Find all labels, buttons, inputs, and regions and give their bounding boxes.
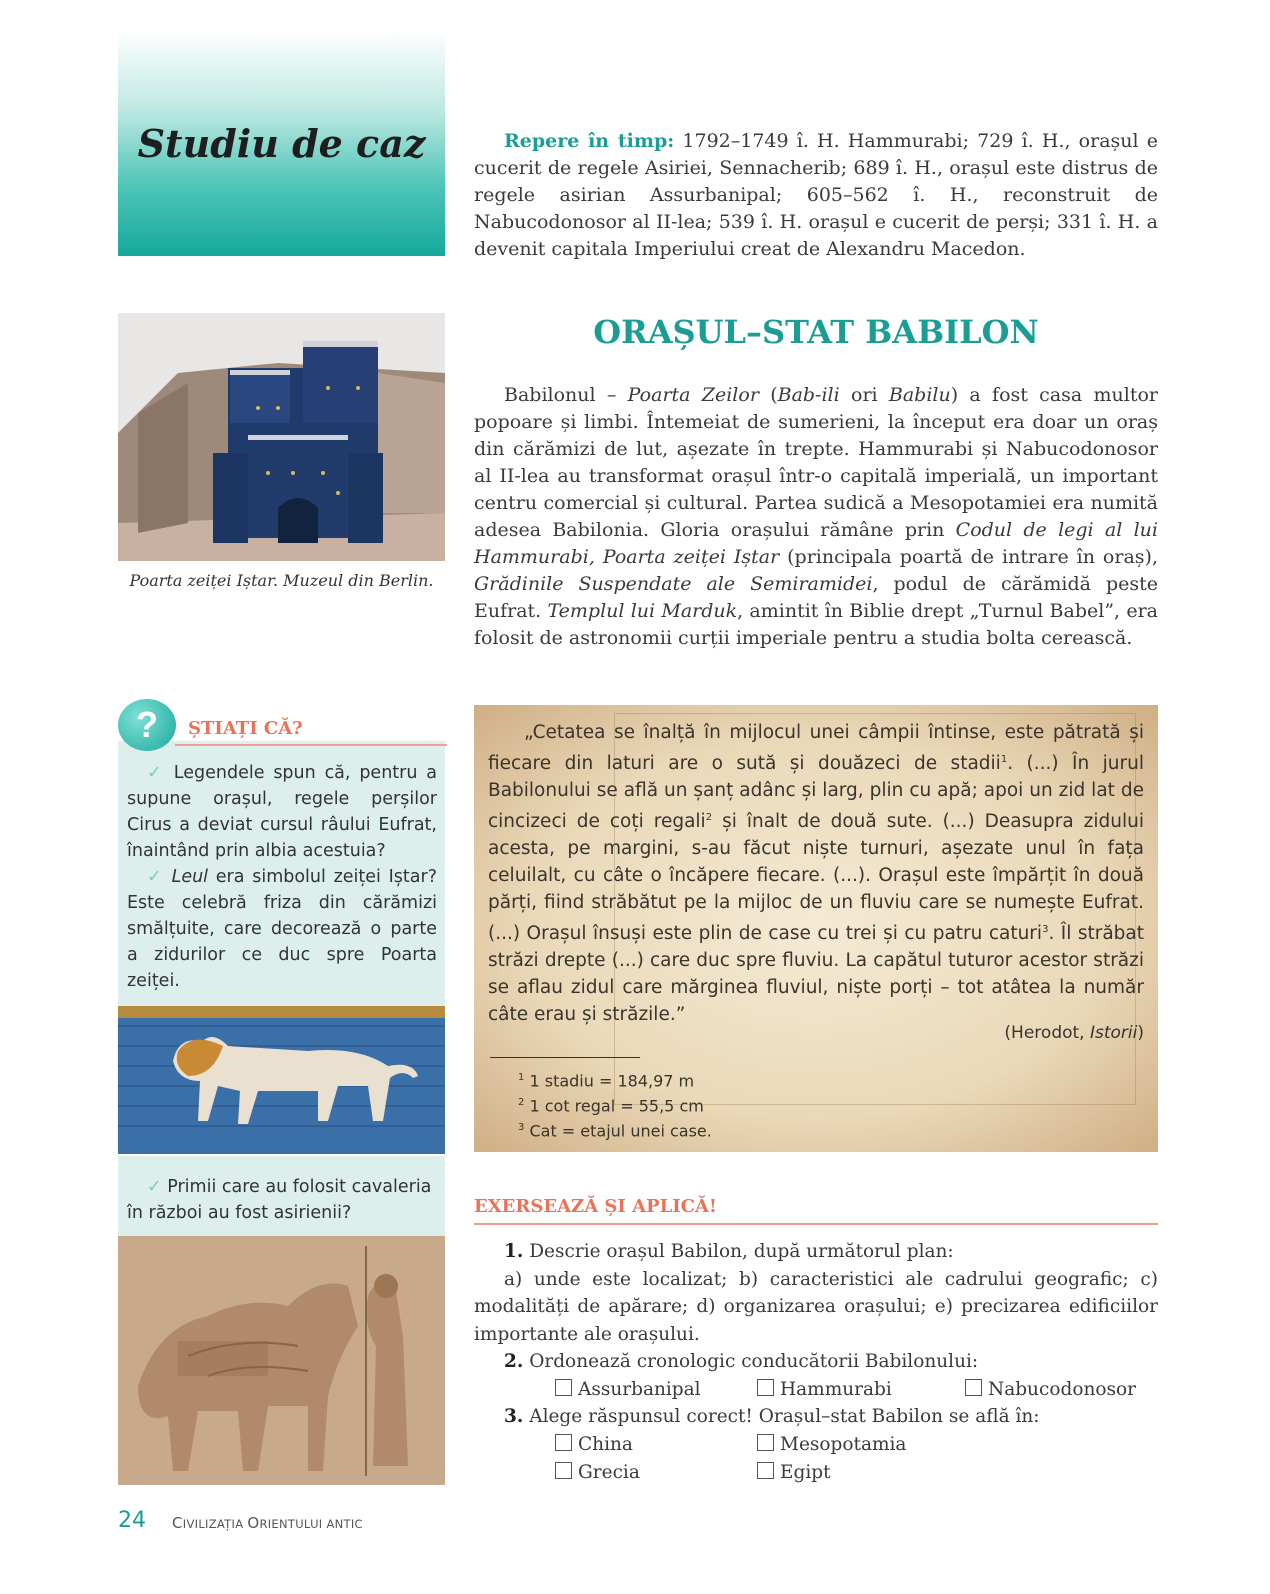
footnote-number: 2: [518, 1097, 525, 1108]
quote-run: . (...) În jurul Babilonului se află un șanț adânc și larg, plin cu apă; apoi un zid lat de cincizeci de coți regali: [488, 753, 1144, 833]
exercise-number: 2.: [504, 1351, 524, 1372]
exercise-3-prompt: [474, 1403, 1158, 1431]
footnote-text: 1 cot regal = 55,5 cm: [524, 1096, 704, 1116]
title-run: O: [247, 1514, 260, 1532]
text-run-italic: Grădinile Suspendate ale Semiramidei: [474, 573, 873, 595]
option-label: Grecia: [578, 1462, 640, 1483]
babylon-description: [474, 382, 1158, 652]
option-grecia[interactable]: [555, 1459, 640, 1487]
checkbox[interactable]: [555, 1462, 572, 1479]
text-run: , podul de cărămidă peste Eufrat.: [474, 573, 1158, 622]
option-hammurabi[interactable]: [757, 1376, 892, 1404]
option-egipt[interactable]: [757, 1459, 831, 1487]
herodotus-quote: [488, 719, 1144, 1028]
item-text: Primii care au folosit cavaleria în război au fost asirienii?: [127, 1177, 432, 1223]
option-mesopotamia[interactable]: [757, 1431, 906, 1459]
checkbox[interactable]: [965, 1379, 982, 1396]
option-nabucodonosor[interactable]: [965, 1376, 1136, 1404]
text-run: Babilonul –: [504, 384, 628, 406]
quote-run: „Cetatea se înalță în mijlocul unei câmpii întinse, este pătrată și fiecare din laturi are o sută și douăzeci de stadii: [488, 722, 1144, 775]
timeline-label: Repere în timp:: [504, 130, 675, 152]
exercise-1-prompt: [474, 1238, 1158, 1266]
case-study-title: Studiu de caz: [137, 121, 426, 166]
did-you-know-items: [127, 760, 437, 994]
exercise-text: Ordonează cronologic conducătorii Babilonului:: [523, 1351, 979, 1372]
exercises-divider: [474, 1223, 1158, 1225]
question-bubble-icon: ?: [118, 699, 176, 751]
case-study-header-box: [118, 29, 445, 256]
option-china[interactable]: [555, 1431, 633, 1459]
title-run: IVILIZAȚIA: [182, 1517, 248, 1531]
item-text-italic: Leul: [171, 867, 209, 887]
check-icon: ✓: [147, 867, 164, 887]
lion-frieze-illustration: [118, 1006, 445, 1154]
text-run-italic: Templul lui Marduk: [547, 600, 738, 622]
exercise-1: [474, 1238, 1158, 1348]
footnote-ref: 3: [1042, 924, 1049, 936]
lion-frieze-photo: [118, 1006, 445, 1154]
check-icon: ✓: [147, 763, 165, 783]
title-run: ANTIC: [326, 1517, 363, 1531]
exercise-number: 3.: [504, 1406, 524, 1427]
footnote-number: 1: [518, 1072, 525, 1083]
option-assurbanipal[interactable]: [555, 1376, 701, 1404]
quote-source: [1004, 1023, 1144, 1043]
option-label: Egipt: [780, 1462, 831, 1483]
did-you-know-title: ȘTIAȚI CĂ?: [188, 718, 303, 739]
text-run: ) a fost casa multor popoare și limbi. Întemeiat de sumerieni, la început era doar un oraș din cărămizi de lut, așezate în trepte. Hammurabi și Nabucodonosor al II-lea au transformat orașul într-o capitală imperială, un important centru comercial și cultural. Partea sudică a Mesopotamiei era numită adesea Babilonia. Gloria orașului rămâne prin: [474, 384, 1158, 541]
option-label: Hammurabi: [780, 1379, 892, 1400]
footnote-number: 3: [518, 1122, 525, 1133]
text-run: (: [758, 384, 778, 406]
exercise-2-prompt: [474, 1348, 1158, 1376]
checkbox[interactable]: [555, 1434, 572, 1451]
text-run: , amintit în Biblie drept „Turnul Babel”, era folosit de astronomii curții imperiale pentru a studia bolta cerească.: [474, 600, 1158, 649]
source-title: Istorii: [1089, 1023, 1138, 1043]
checkbox[interactable]: [757, 1434, 774, 1451]
ishtar-gate-photo: [118, 313, 445, 561]
ishtar-gate-illustration: [118, 313, 445, 561]
did-you-know-divider: [175, 744, 447, 746]
footnote-3: [518, 1115, 712, 1144]
text-run-italic: Poarta Zeilor: [627, 384, 759, 406]
chapter-running-title: [172, 1514, 363, 1532]
assyrian-relief-illustration: [118, 1236, 445, 1485]
page-number: 24: [118, 1508, 146, 1533]
exercise-2: [474, 1348, 1158, 1376]
quote-run: și înalt de două sute. (...) Deasupra zidului acesta, pe margini, s-au făcut niște turnuri, așezate unul în fața celuilalt, cu câte o încăpere fiecare. (...). Orașul este împărțit în două părți, fiind străbătut pe la mijloc de un fluviu care se numește Eufrat. (...) Orașul însuși este plin de case cu trei și cu patru caturi: [488, 811, 1144, 945]
title-run: C: [172, 1514, 183, 1532]
footnote-text: Cat = etajul unei case.: [524, 1121, 712, 1141]
timeline-text: 1792–1749 î. H. Hammurabi; 729 î. H., orașul e cucerit de regele Asiriei, Sennacherib; 689 î. H., orașul este distrus de regele asirian Assurbanipal; 605–562 î. H., reconstruit de Nabucodonosor al II-lea; 539 î. H. orașul e cucerit de perși; 331 î. H. a devenit capitala Imperiului creat de Alexandru Macedon.: [474, 130, 1158, 260]
item-text: Legendele spun că, pentru a supune orașul, regele perșilor Cirus a deviat cursul râului Eufrat, înaintând prin albia acestuia?: [127, 763, 437, 861]
did-you-know-item: [127, 1174, 437, 1226]
text-run-italic: Babilu: [888, 384, 951, 406]
exercise-number: 1.: [504, 1241, 524, 1262]
footnote-text: 1 stadiu = 184,97 m: [524, 1071, 695, 1091]
exercise-1-detail: a) unde este localizat; b) caracteristici ale cadrului geografic; c) modalități de apărare; d) organizarea orașului; e) precizarea edificiilor importante ale orașului.: [474, 1268, 1158, 1345]
exercise-text: Descrie orașul Babilon, după următorul plan:: [523, 1241, 954, 1262]
exercise-3: [474, 1403, 1158, 1431]
assyrian-relief-photo: [118, 1236, 445, 1485]
herodotus-quote-box: [474, 705, 1158, 1152]
exercises-title: EXERSEAZĂ ȘI APLICĂ!: [474, 1196, 717, 1217]
quote-run: . Îl străbat străzi drepte (...) care duc spre fluviu. La capătul tuturor acestor străzi se aflau zidul care mărginea fluviul, niște porți – tot atâtea la număr câte erau și străzile.”: [488, 923, 1144, 1026]
option-label: Mesopotamia: [780, 1434, 907, 1455]
option-label: Assurbanipal: [578, 1379, 701, 1400]
source-run: ): [1137, 1023, 1144, 1043]
checkbox[interactable]: [555, 1379, 572, 1396]
text-run: ori: [839, 384, 889, 406]
text-run-italic: Codul de legi al lui Hammurabi, Poarta zeiței Iștar: [474, 519, 1158, 568]
did-you-know-item: [127, 864, 437, 994]
timeline-paragraph: [474, 128, 1158, 263]
text-run-italic: Bab-ili: [777, 384, 840, 406]
exercise-text: Alege răspunsul corect! Orașul–stat Babilon se află în:: [523, 1406, 1040, 1427]
source-run: (Herodot,: [1004, 1023, 1090, 1043]
check-icon: ✓: [147, 1177, 162, 1197]
footnote-ref: 1: [1000, 754, 1008, 765]
footnote-ref: 2: [705, 812, 713, 824]
checkbox[interactable]: [757, 1379, 774, 1396]
checkbox[interactable]: [757, 1462, 774, 1479]
footnote-divider: [490, 1057, 640, 1058]
text-run: (principala poartă de intrare în oraș),: [779, 546, 1158, 568]
section-title: ORAȘUL–STAT BABILON: [593, 313, 1039, 351]
item-text: era simbolul zeiței Iștar? Este celebră friza din cărămizi smălțuite, care decorează o parte a zidurilor ce duc spre Poarta zeiței.: [127, 867, 437, 991]
gate-photo-caption: Poarta zeiței Iștar. Muzeul din Berlin.: [129, 571, 434, 590]
title-run: RIENTULUI: [259, 1517, 327, 1531]
option-label: China: [578, 1434, 633, 1455]
option-label: Nabucodonosor: [988, 1379, 1136, 1400]
did-you-know-item: [127, 760, 437, 864]
